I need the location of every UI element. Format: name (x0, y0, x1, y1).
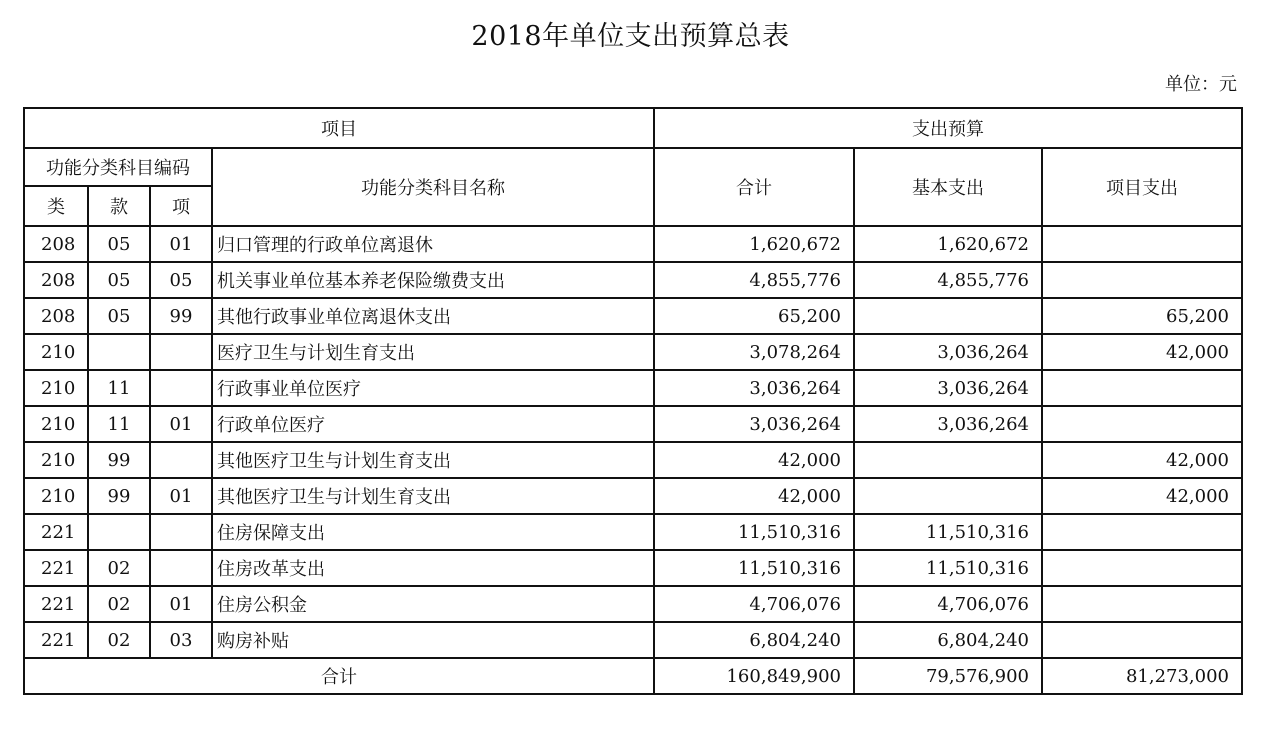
cell-project (1042, 550, 1242, 586)
cell-name: 行政事业单位医疗 (212, 370, 654, 406)
cell-lei: 210 (24, 370, 88, 406)
page-title: 2018年单位支出预算总表 (471, 21, 790, 52)
cell-kuan: 11 (88, 406, 150, 442)
table-row (24, 622, 1242, 658)
cell-lei: 221 (24, 550, 88, 586)
cell-xiang: 03 (150, 622, 212, 658)
cell-project: 42,000 (1042, 478, 1242, 514)
footer-label: 合计 (24, 658, 654, 694)
cell-lei: 208 (24, 226, 88, 262)
header-kuan: 款 (88, 186, 150, 226)
cell-lei: 210 (24, 334, 88, 370)
cell-basic: 3,036,264 (854, 334, 1042, 370)
cell-total: 4,855,776 (654, 262, 854, 298)
cell-xiang (150, 514, 212, 550)
table-row (24, 550, 1242, 586)
cell-name: 医疗卫生与计划生育支出 (212, 334, 654, 370)
footer-row (24, 658, 1242, 694)
unit-label: 单位：元 (1165, 74, 1237, 95)
cell-name: 行政单位医疗 (212, 406, 654, 442)
cell-basic (854, 298, 1042, 334)
cell-kuan: 02 (88, 550, 150, 586)
cell-lei: 210 (24, 406, 88, 442)
cell-lei: 208 (24, 262, 88, 298)
header-code-group: 功能分类科目编码 (24, 148, 212, 186)
cell-project (1042, 586, 1242, 622)
cell-lei: 221 (24, 514, 88, 550)
cell-xiang: 01 (150, 478, 212, 514)
cell-name: 归口管理的行政单位离退休 (212, 226, 654, 262)
cell-project: 42,000 (1042, 334, 1242, 370)
cell-project (1042, 370, 1242, 406)
table-row (24, 298, 1242, 334)
footer-total: 160,849,900 (654, 658, 854, 694)
cell-name: 住房改革支出 (212, 550, 654, 586)
cell-xiang (150, 550, 212, 586)
cell-lei: 221 (24, 586, 88, 622)
table-row (24, 514, 1242, 550)
cell-total: 42,000 (654, 478, 854, 514)
cell-total: 3,078,264 (654, 334, 854, 370)
cell-name: 住房公积金 (212, 586, 654, 622)
cell-name: 其他行政事业单位离退休支出 (212, 298, 654, 334)
cell-kuan: 05 (88, 226, 150, 262)
budget-table (23, 107, 1243, 695)
cell-basic: 4,855,776 (854, 262, 1042, 298)
cell-lei: 208 (24, 298, 88, 334)
cell-lei: 221 (24, 622, 88, 658)
header-budget: 支出预算 (654, 108, 1242, 148)
cell-basic: 4,706,076 (854, 586, 1042, 622)
cell-xiang (150, 370, 212, 406)
header-xiang: 项 (150, 186, 212, 226)
cell-name: 其他医疗卫生与计划生育支出 (212, 442, 654, 478)
cell-total: 4,706,076 (654, 586, 854, 622)
cell-lei: 210 (24, 442, 88, 478)
cell-kuan: 02 (88, 622, 150, 658)
cell-kuan: 11 (88, 370, 150, 406)
cell-xiang: 05 (150, 262, 212, 298)
cell-lei: 210 (24, 478, 88, 514)
cell-total: 3,036,264 (654, 370, 854, 406)
cell-basic (854, 478, 1042, 514)
table-row (24, 442, 1242, 478)
cell-kuan: 99 (88, 478, 150, 514)
cell-basic: 3,036,264 (854, 370, 1042, 406)
cell-basic: 6,804,240 (854, 622, 1042, 658)
cell-total: 3,036,264 (654, 406, 854, 442)
cell-basic: 1,620,672 (854, 226, 1042, 262)
header-basic: 基本支出 (854, 148, 1042, 226)
header-item: 项目 (24, 108, 654, 148)
cell-xiang: 01 (150, 586, 212, 622)
table-row (24, 586, 1242, 622)
table-row (24, 226, 1242, 262)
table-row (24, 334, 1242, 370)
cell-project (1042, 226, 1242, 262)
cell-xiang: 01 (150, 226, 212, 262)
cell-project: 42,000 (1042, 442, 1242, 478)
header-project: 项目支出 (1042, 148, 1242, 226)
footer-basic: 79,576,900 (854, 658, 1042, 694)
cell-xiang (150, 334, 212, 370)
cell-total: 6,804,240 (654, 622, 854, 658)
cell-project (1042, 514, 1242, 550)
header-row-1 (24, 108, 1242, 148)
cell-kuan (88, 334, 150, 370)
table-row (24, 370, 1242, 406)
header-lei: 类 (24, 186, 88, 226)
cell-kuan: 05 (88, 298, 150, 334)
cell-basic: 11,510,316 (854, 514, 1042, 550)
cell-basic: 3,036,264 (854, 406, 1042, 442)
cell-project: 65,200 (1042, 298, 1242, 334)
cell-kuan: 02 (88, 586, 150, 622)
cell-name: 购房补贴 (212, 622, 654, 658)
cell-kuan: 05 (88, 262, 150, 298)
cell-kuan (88, 514, 150, 550)
cell-xiang: 01 (150, 406, 212, 442)
table-row (24, 262, 1242, 298)
cell-total: 1,620,672 (654, 226, 854, 262)
header-row-2 (24, 148, 1242, 186)
cell-name: 住房保障支出 (212, 514, 654, 550)
cell-xiang (150, 442, 212, 478)
cell-project (1042, 262, 1242, 298)
cell-basic: 11,510,316 (854, 550, 1042, 586)
cell-basic (854, 442, 1042, 478)
table-row (24, 406, 1242, 442)
cell-total: 42,000 (654, 442, 854, 478)
footer-project: 81,273,000 (1042, 658, 1242, 694)
cell-project (1042, 622, 1242, 658)
header-total: 合计 (654, 148, 854, 226)
cell-kuan: 99 (88, 442, 150, 478)
cell-total: 11,510,316 (654, 550, 854, 586)
cell-total: 65,200 (654, 298, 854, 334)
cell-name: 其他医疗卫生与计划生育支出 (212, 478, 654, 514)
cell-total: 11,510,316 (654, 514, 854, 550)
cell-project (1042, 406, 1242, 442)
table-row (24, 478, 1242, 514)
header-name: 功能分类科目名称 (212, 148, 654, 226)
cell-name: 机关事业单位基本养老保险缴费支出 (212, 262, 654, 298)
cell-xiang: 99 (150, 298, 212, 334)
